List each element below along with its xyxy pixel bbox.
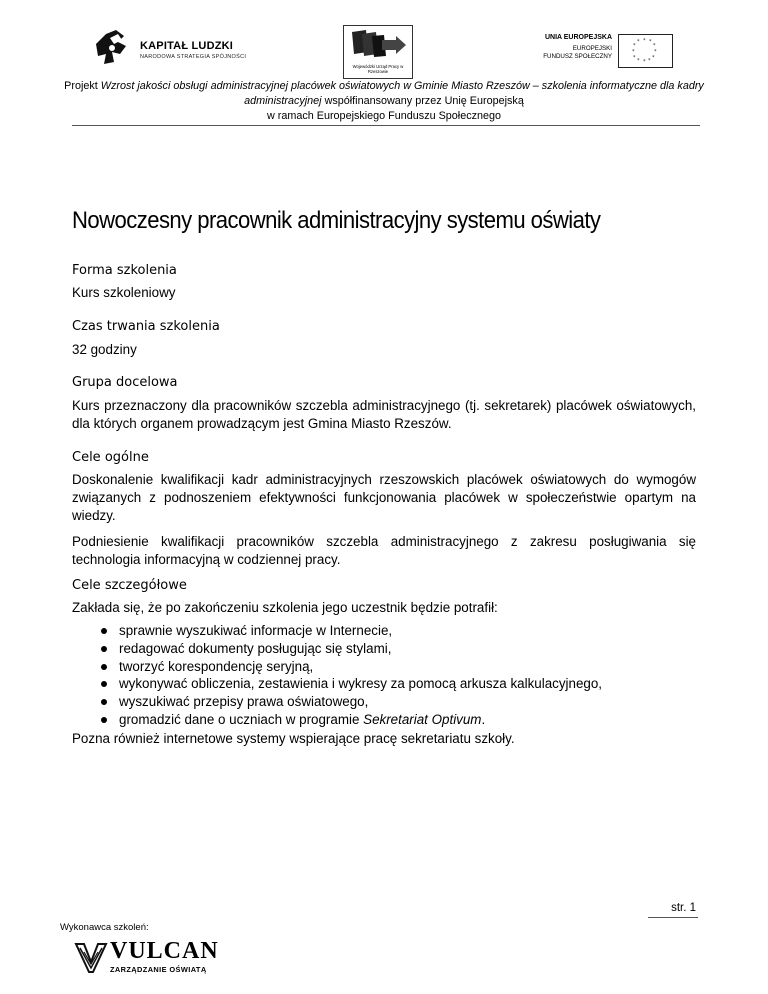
kapital-ludzki-subtitle: NARODOWA STRATEGIA SPÓJNOŚCI: [140, 54, 247, 60]
svg-text:*: *: [654, 49, 657, 55]
eu-lines: [536, 45, 612, 61]
list-item: wykonywać obliczenia, zestawienia i wykresy za pomocą arkusza kalkulacyjnego,: [72, 675, 602, 693]
svg-text:*: *: [637, 58, 640, 64]
text-forma: Kurs szkoleniowy: [72, 285, 176, 300]
bullet-icon: [101, 628, 107, 634]
text-czas: 32 godziny: [72, 342, 137, 357]
footer-divider: [648, 917, 698, 918]
text-cele-ogolne: Doskonalenie kwalifikacji kadr administracyjnych rzeszowskich placówek oświatowych do wymogów związanych z podnoszeniem efektywności funkcjonowania placówek w społeczeństwie opartym na wiedzy.: [72, 472, 696, 523]
text-cele-szczegolowe: Zakłada się, że po zakończeniu szkolenia jego uczestnik będzie potrafił:: [72, 600, 498, 615]
eu-flag-icon: [618, 34, 673, 68]
bullet-icon: [101, 717, 107, 723]
svg-text:*: *: [632, 49, 635, 55]
eu-line2: EUROPEJSKI: [572, 45, 612, 52]
svg-text:*: *: [652, 55, 655, 61]
project-funding: w ramach Europejskiego Funduszu Społecznego: [266, 110, 502, 122]
vulcan-logo: [74, 938, 244, 980]
kapital-ludzki-logo: [92, 26, 262, 68]
svg-text:*: *: [653, 43, 656, 49]
wup-emblem-icon: [344, 26, 412, 62]
text-grupa: Kurs przeznaczony dla pracowników szczebla administracyjnego (tj. sekretarek) placówek oświatowych, dla których organem prowadzącym jest Gmina Miasto Rzeszów.: [72, 398, 696, 431]
vulcan-emblem-icon: [74, 938, 108, 974]
eu-logo: [536, 34, 676, 72]
list-item: tworzyć korespondencję seryjną,: [72, 658, 602, 676]
header-divider: [72, 125, 700, 126]
project-prefix: Projekt: [64, 80, 101, 92]
list-item: redagować dokumenty posługując się stylami,: [72, 640, 602, 658]
svg-text:*: *: [649, 39, 652, 45]
list-item: wyszukiwać przepisy prawa oświatowego,: [72, 693, 602, 711]
heading-cele-szczegolowe: Cele szczegółowe: [72, 578, 187, 593]
svg-text:*: *: [637, 39, 640, 45]
vulcan-subtitle: ZARZĄDZANIE OŚWIATĄ: [110, 965, 207, 974]
svg-text:*: *: [643, 38, 646, 44]
svg-text:*: *: [633, 43, 636, 49]
bullet-icon: [101, 646, 107, 652]
heading-forma: Forma szkolenia: [72, 263, 177, 278]
eu-line1: UNIA EUROPEJSKA: [544, 34, 612, 41]
contractor-label: Wykonawca szkoleń:: [60, 922, 149, 933]
project-title: Wzrost jakości obsługi administracyjnej placówek oświatowych w Gminie Miasto Rzeszów – szkolenia informatyczne dla kadry administracyjnej: [100, 80, 704, 107]
list-item: sprawnie wyszukiwać informacje w Internecie,: [72, 622, 602, 640]
heading-cele-ogolne: Cele ogólne: [72, 450, 149, 465]
eu-line3: FUNDUSZ SPOŁECZNY: [543, 53, 612, 60]
svg-text:*: *: [648, 58, 651, 64]
closing-text: Pozna również internetowe systemy wspierające pracę sekretariatu szkoły.: [72, 731, 515, 746]
kapital-ludzki-emblem-icon: [92, 26, 136, 68]
page-number: str. 1: [671, 902, 696, 914]
kapital-ludzki-name: KAPITAŁ LUDZKI: [140, 40, 234, 52]
svg-text:*: *: [633, 55, 636, 61]
vulcan-name: VULCAN: [110, 938, 219, 964]
svg-text:*: *: [643, 59, 646, 65]
heading-grupa: Grupa docelowa: [72, 375, 178, 390]
skills-list: [72, 622, 602, 729]
wup-logo: [343, 25, 413, 79]
project-description: [60, 79, 708, 124]
bullet-icon: [101, 664, 107, 670]
list-item: gromadzić dane o uczniach w programie Sekretariat Optivum.: [72, 711, 602, 729]
bullet-icon: [101, 681, 107, 687]
heading-czas: Czas trwania szkolenia: [72, 319, 220, 334]
wup-caption: Wojewódzki Urząd Pracy w Rzeszowie: [352, 64, 404, 74]
bullet-icon: [101, 699, 107, 705]
document-title: Nowoczesny pracownik administracyjny systemu oświaty: [72, 207, 601, 234]
text-cele-ogolne-2: Podniesienie kwalifikacji pracowników szczebla administracyjnego z zakresu posługiwania się technologia informacyjną w codziennej pracy.: [72, 534, 696, 567]
project-suffix: współfinansowany przez Unię Europejską: [321, 95, 524, 107]
